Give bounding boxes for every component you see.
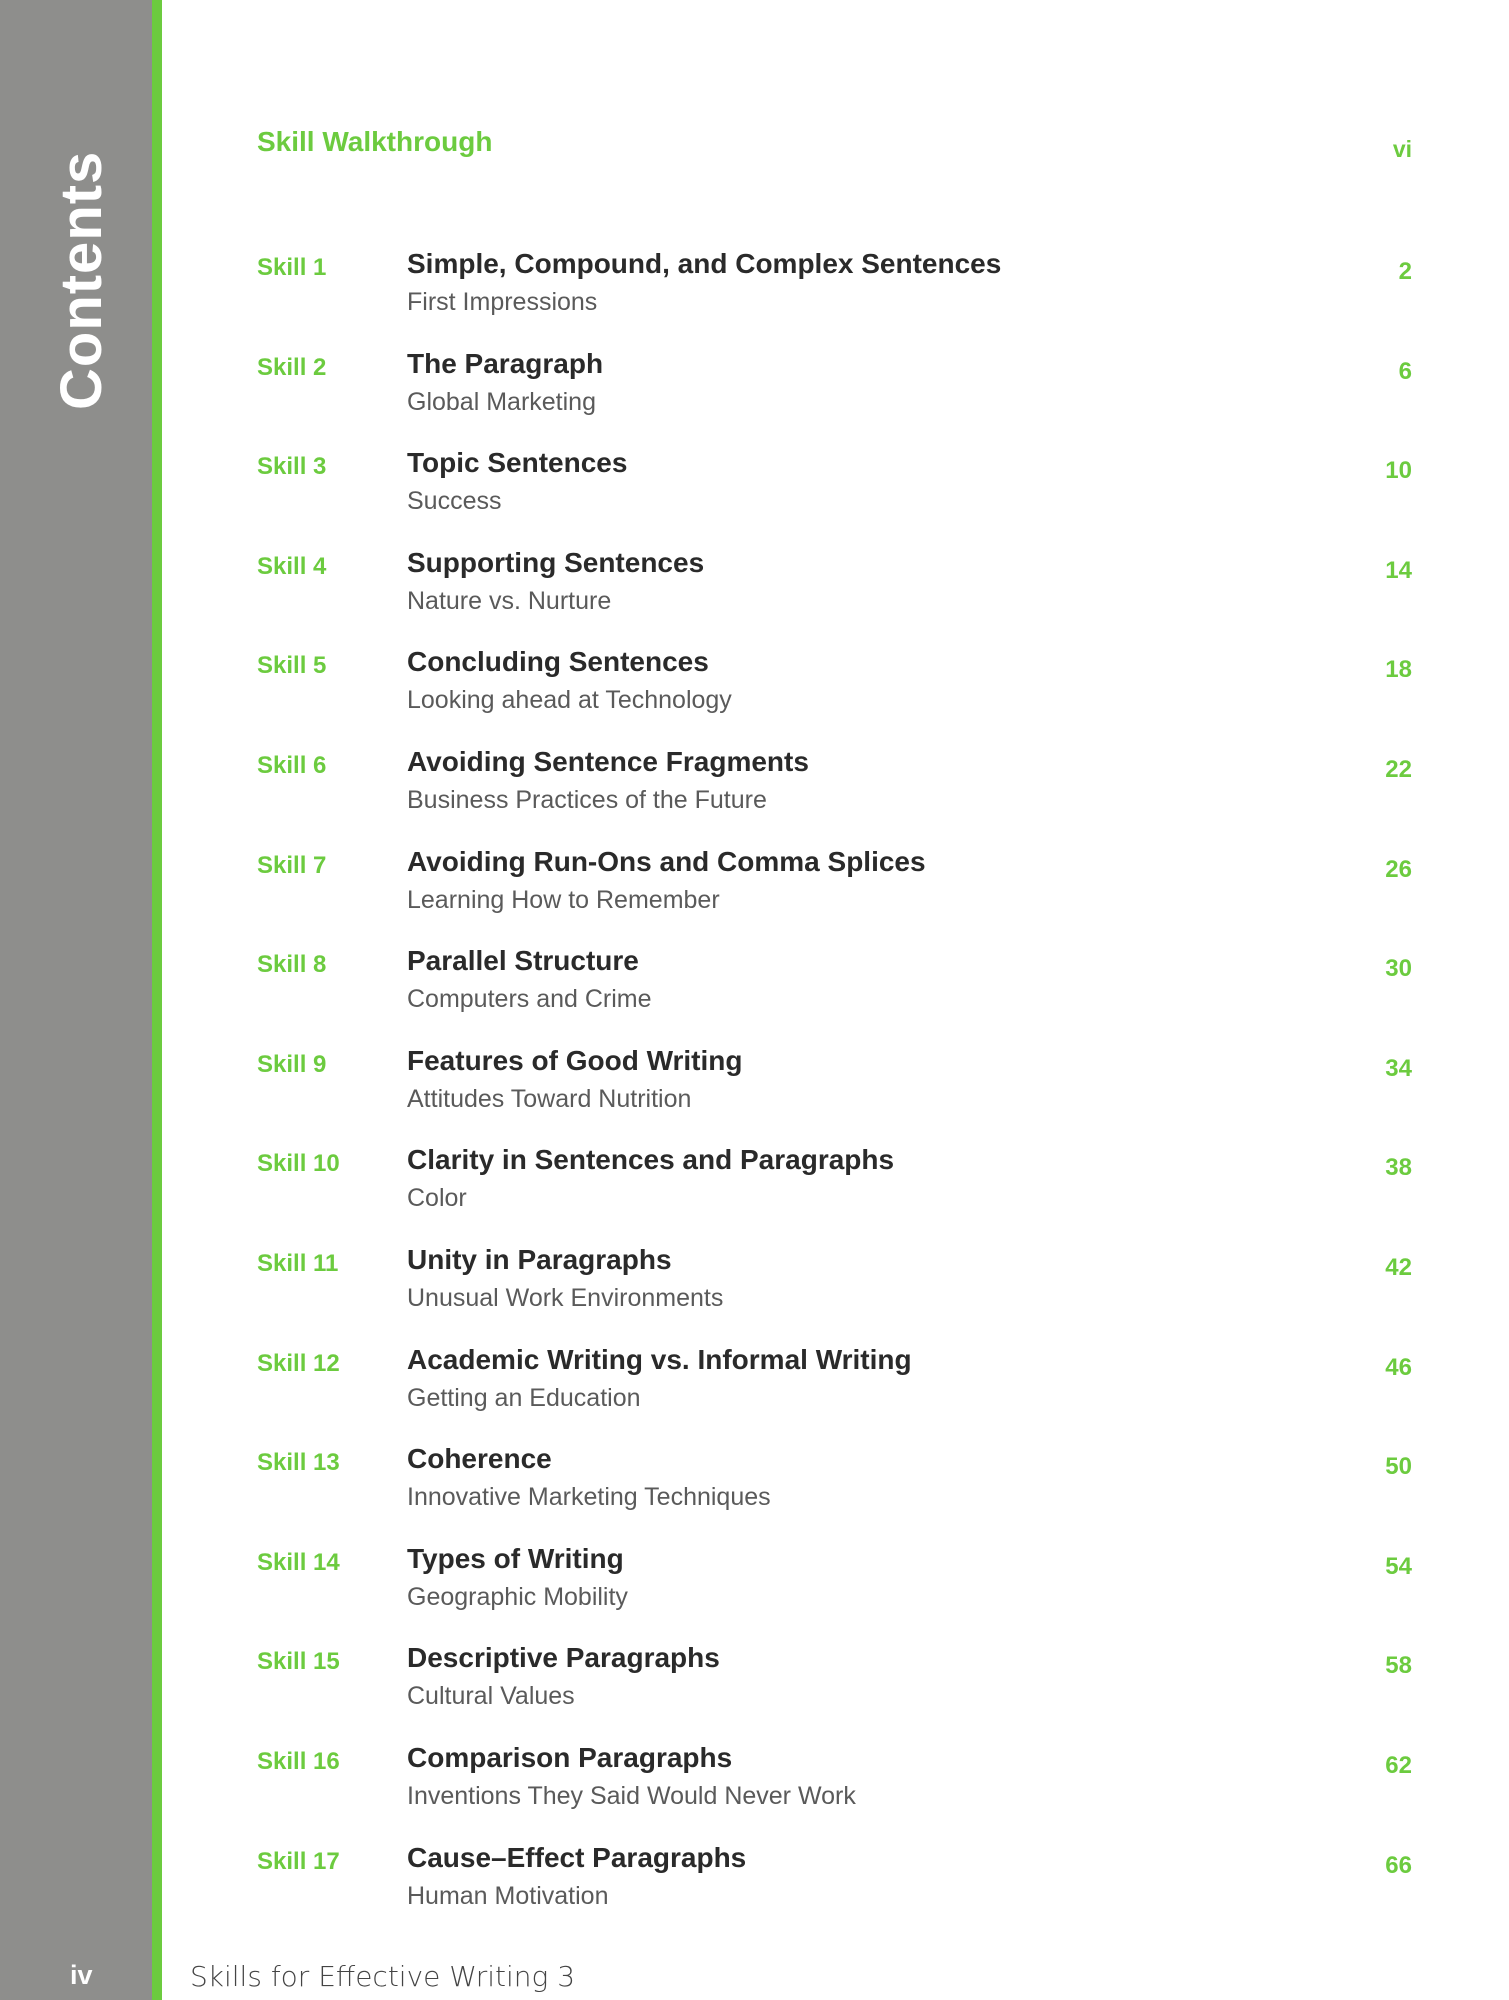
- skill-subtitle: Learning How to Remember: [407, 885, 720, 914]
- skill-subtitle: Inventions They Said Would Never Work: [407, 1781, 856, 1810]
- skill-label: Skill 3: [257, 453, 327, 481]
- skill-page-number: 66: [1385, 1851, 1412, 1879]
- skill-label: Skill 11: [257, 1249, 339, 1277]
- skill-title: Concluding Sentences: [407, 646, 709, 678]
- skill-page-number: 50: [1385, 1453, 1412, 1481]
- toc-entry[interactable]: [257, 746, 1412, 846]
- toc-entry[interactable]: [257, 1344, 1412, 1444]
- toc-entry[interactable]: [257, 1443, 1412, 1543]
- skill-subtitle: Unusual Work Environments: [407, 1283, 724, 1312]
- skill-page-number: 46: [1385, 1353, 1412, 1381]
- toc-entry[interactable]: [257, 1543, 1412, 1643]
- skill-page-number: 30: [1385, 955, 1412, 983]
- toc-entry[interactable]: [257, 248, 1412, 348]
- skill-subtitle: First Impressions: [407, 288, 598, 316]
- skill-title: Avoiding Sentence Fragments: [407, 745, 809, 777]
- skill-subtitle: Cultural Values: [407, 1682, 575, 1711]
- skill-label: Skill 8: [257, 951, 327, 979]
- skill-label: Skill 16: [257, 1747, 340, 1775]
- skill-label: Skill 10: [257, 1150, 340, 1178]
- skill-label: Skill 1: [257, 254, 327, 281]
- skill-title: Types of Writing: [407, 1542, 624, 1574]
- skill-page-number: 58: [1385, 1652, 1412, 1680]
- toc-entry[interactable]: [257, 1244, 1412, 1344]
- skill-page-number: 54: [1385, 1552, 1412, 1580]
- toc-entry[interactable]: [257, 945, 1412, 1045]
- skill-subtitle: Nature vs. Nurture: [407, 586, 612, 615]
- toc-entry[interactable]: [257, 447, 1412, 547]
- skill-label: Skill 4: [257, 552, 327, 580]
- skill-title: Avoiding Run-Ons and Comma Splices: [407, 845, 926, 877]
- table-of-contents: [257, 248, 1412, 1941]
- skill-title: Cause–Effect Paragraphs: [407, 1841, 747, 1873]
- skill-label: Skill 12: [257, 1349, 340, 1377]
- page-number: iv: [70, 1960, 93, 1990]
- skill-page-number: 42: [1385, 1253, 1412, 1281]
- toc-entry[interactable]: [257, 348, 1412, 448]
- skill-title: Descriptive Paragraphs: [407, 1642, 720, 1674]
- skill-subtitle: Computers and Crime: [407, 985, 652, 1014]
- skill-subtitle: Geographic Mobility: [407, 1582, 628, 1611]
- skill-label: Skill 7: [257, 851, 327, 879]
- toc-entry[interactable]: [257, 1842, 1412, 1942]
- skill-label: Skill 5: [257, 652, 327, 680]
- skill-title: Simple, Compound, and Complex Sentences: [407, 248, 1002, 279]
- skill-page-number: 18: [1385, 656, 1412, 684]
- skill-subtitle: Human Motivation: [407, 1881, 609, 1910]
- toc-entry[interactable]: [257, 1045, 1412, 1145]
- skill-label: Skill 17: [257, 1847, 340, 1875]
- skill-page-number: 10: [1385, 457, 1412, 485]
- skill-label: Skill 2: [257, 353, 327, 381]
- skill-page-number: 14: [1385, 556, 1412, 584]
- toc-entry[interactable]: [257, 846, 1412, 946]
- skill-title: Comparison Paragraphs: [407, 1741, 733, 1773]
- skill-title: Features of Good Writing: [407, 1044, 743, 1076]
- contents-heading: Contents: [49, 150, 114, 410]
- skill-subtitle: Success: [407, 487, 502, 516]
- skill-title: Coherence: [407, 1443, 552, 1475]
- skill-title: Unity in Paragraphs: [407, 1243, 672, 1275]
- skill-page-number: 6: [1398, 357, 1412, 385]
- skill-label: Skill 6: [257, 751, 327, 779]
- skill-title: Clarity in Sentences and Paragraphs: [407, 1144, 895, 1176]
- toc-entry[interactable]: [257, 1144, 1412, 1244]
- toc-entry-walkthrough[interactable]: [257, 126, 1412, 166]
- skill-subtitle: Attitudes Toward Nutrition: [407, 1084, 692, 1113]
- skill-label: Skill 15: [257, 1648, 340, 1676]
- skill-page-number: 34: [1385, 1054, 1412, 1082]
- skill-title: Supporting Sentences: [407, 546, 705, 578]
- skill-subtitle: Business Practices of the Future: [407, 785, 767, 814]
- skill-page-number: 62: [1385, 1751, 1412, 1779]
- skill-title: Parallel Structure: [407, 945, 639, 977]
- skill-title: Topic Sentences: [407, 447, 628, 479]
- skill-subtitle: Color: [407, 1184, 467, 1213]
- skill-title: Academic Writing vs. Informal Writing: [407, 1343, 912, 1375]
- skill-title: The Paragraph: [407, 347, 604, 379]
- skill-label: Skill 9: [257, 1050, 327, 1078]
- walkthrough-title: Skill Walkthrough: [257, 126, 493, 157]
- skill-label: Skill 13: [257, 1449, 340, 1477]
- skill-subtitle: Innovative Marketing Techniques: [407, 1483, 771, 1512]
- toc-entry[interactable]: [257, 1742, 1412, 1842]
- toc-entry[interactable]: [257, 1642, 1412, 1742]
- skill-subtitle: Getting an Education: [407, 1383, 641, 1412]
- skill-subtitle: Global Marketing: [407, 387, 596, 416]
- skill-page-number: 26: [1385, 855, 1412, 883]
- footer-book-title: Skills for Effective Writing 3: [190, 1960, 576, 1993]
- skill-page-number: 22: [1385, 755, 1412, 783]
- skill-page-number: 38: [1385, 1154, 1412, 1182]
- toc-entry[interactable]: [257, 547, 1412, 647]
- skill-label: Skill 14: [257, 1548, 340, 1576]
- skill-subtitle: Looking ahead at Technology: [407, 686, 732, 715]
- walkthrough-page-number: vi: [1392, 136, 1412, 162]
- toc-entry[interactable]: [257, 646, 1412, 746]
- sidebar-accent-stripe: [152, 0, 162, 2000]
- skill-page-number: 2: [1398, 258, 1412, 285]
